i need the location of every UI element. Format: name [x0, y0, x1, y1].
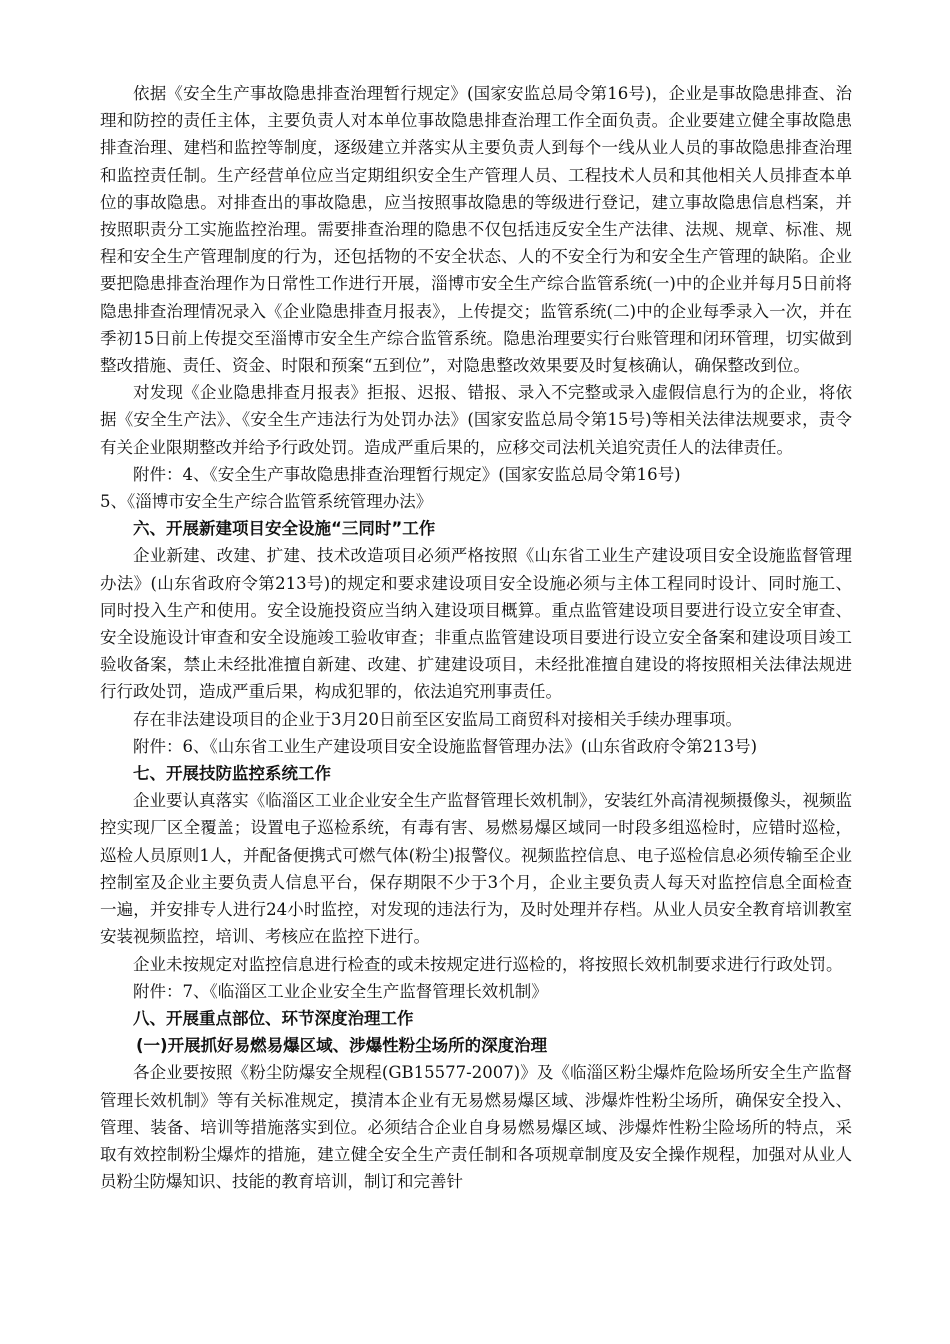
- attachment-4: 附件：4、《安全生产事故隐患排查治理暂行规定》(国家安监总局令第16号): [133, 464, 681, 484]
- paragraph-video-monitoring: 企业要认真落实《临淄区工业企业安全生产监督管理长效机制》，安装红外高清视频摄像头，视频监控实现厂区全覆盖；设置电子巡检系统，有毒有害、易燃易爆区域同一时段多组巡检时，应错时巡检，巡检人员原则1人，并配备便携式可燃气体(粉尘)报警仪。视频监控信息、电子巡检信息必须传输至企业控制室及企业主要负责人信息平台，保存期限不少于3个月，企业主要负责人每天对监控信息全面检查一遍，并安排专人进行24小时监控，对发现的违法行为，及时处理并存档。从业人员安全教育培训教室安装视频监控，培训、考核应在监控下进行。: [100, 791, 852, 947]
- section-8-subheading-1: (一)开展抓好易燃易爆区域、涉爆性粉尘场所的深度治理: [136, 1036, 548, 1056]
- attachment-5: 5、《淄博市安全生产综合监管系统管理办法》: [100, 492, 433, 512]
- paragraph-hidden-danger-rules: 依据《安全生产事故隐患排查治理暂行规定》(国家安监总局令第16号)，企业是事故隐患排查、治理和防控的责任主体，主要负责人对本单位事故隐患排查治理工作全面负责。企业要建立健全事故隐患排查治理、建档和监控等制度，逐级建立并落实从主要负责人到每个一线从业人员的事故隐患排查治理和监控责任制。生产经营单位应当定期组织安全生产管理人员、工程技术人员和其他相关人员排查本单位的事故隐患。对排查出的事故隐患，应当按照事故隐患的等级进行登记，建立事故隐患信息档案，并按照职责分工实施监控治理。需要排查治理的隐患不仅包括违反安全生产法律、法规、规章、标准、规程和安全生产管理制度的行为，还包括物的不安全状态、人的不安全行为和安全生产管理的缺陷。企业要把隐患排查治理作为日常性工作进行开展，淄博市安全生产综合监管系统(一)中的企业并每月5日前将隐患排查治理情况录入《企业隐患排查月报表》，上传提交；监管系统(二)中的企业每季录入一次，并在季初15日前上传提交至淄博市安全生产综合监管系统。隐患治理要实行台账管理和闭环管理，切实做到整改措施、责任、资金、时限和预案“五到位”，对隐患整改效果要及时复核确认，确保整改到位。: [100, 84, 852, 376]
- attachment-7: 附件：7、《临淄区工业企业安全生产监督管理长效机制》: [133, 981, 548, 1001]
- document-page: [100, 80, 852, 1195]
- section-6-heading: 六、开展新建项目安全设施“三同时”工作: [133, 519, 436, 539]
- section-8-heading: 八、开展重点部位、环节深度治理工作: [133, 1008, 414, 1028]
- paragraph-illegal-projects: 存在非法建设项目的企业于3月20日前至区安监局工商贸科对接相关手续办理事项。: [133, 709, 742, 729]
- paragraph-three-simultaneous: 企业新建、改建、扩建、技术改造项目必须严格按照《山东省工业生产建设项目安全设施监督管理办法》(山东省政府令第213号)的规定和要求建设项目安全设施必须与主体工程同时设计、同时施工、同时投入生产和使用。安全设施投资应当纳入建设项目概算。重点监管建设项目要进行设立安全审查、安全设施设计审查和安全设施竣工验收审查；非重点监管建设项目要进行设立安全备案和建设项目竣工验收备案，禁止未经批准擅自新建、改建、扩建建设项目，未经批准擅自建设的将按照相关法律法规进行行政处罚，造成严重后果，构成犯罪的，依法追究刑事责任。: [100, 546, 852, 702]
- paragraph-dust-explosion: 各企业要按照《粉尘防爆安全规程(GB15577-2007)》及《临淄区粉尘爆炸危险场所安全生产监督管理长效机制》等有关标准规定，摸清本企业有无易燃易爆区域、涉爆炸性粉尘场所，确保安全投入、管理、装备、培训等措施落实到位。必须结合企业自身易燃易爆区域、涉爆炸性粉尘险场所的特点，采取有效控制粉尘爆炸的措施，建立健全安全生产责任制和各项规章制度及安全操作规程，加强对从业人员粉尘防爆知识、技能的教育培训，制订和完善针: [100, 1063, 852, 1192]
- paragraph-penalty: 对发现《企业隐患排查月报表》拒报、迟报、错报、录入不完整或录入虚假信息行为的企业，将依据《安全生产法》、《安全生产违法行为处罚办法》(国家安监总局令第15号)等相关法律法规要求，责令有关企业限期整改并给予行政处罚。造成严重后果的，应移交司法机关追究责任人的法律责任。: [100, 383, 852, 457]
- section-7-heading: 七、开展技防监控系统工作: [133, 764, 331, 784]
- attachment-6: 附件：6、《山东省工业生产建设项目安全设施监督管理办法》(山东省政府令第213号): [133, 736, 758, 756]
- paragraph-monitoring-penalty: 企业未按规定对监控信息进行检查的或未按规定进行巡检的，将按照长效机制要求进行行政处罚。: [133, 954, 843, 974]
